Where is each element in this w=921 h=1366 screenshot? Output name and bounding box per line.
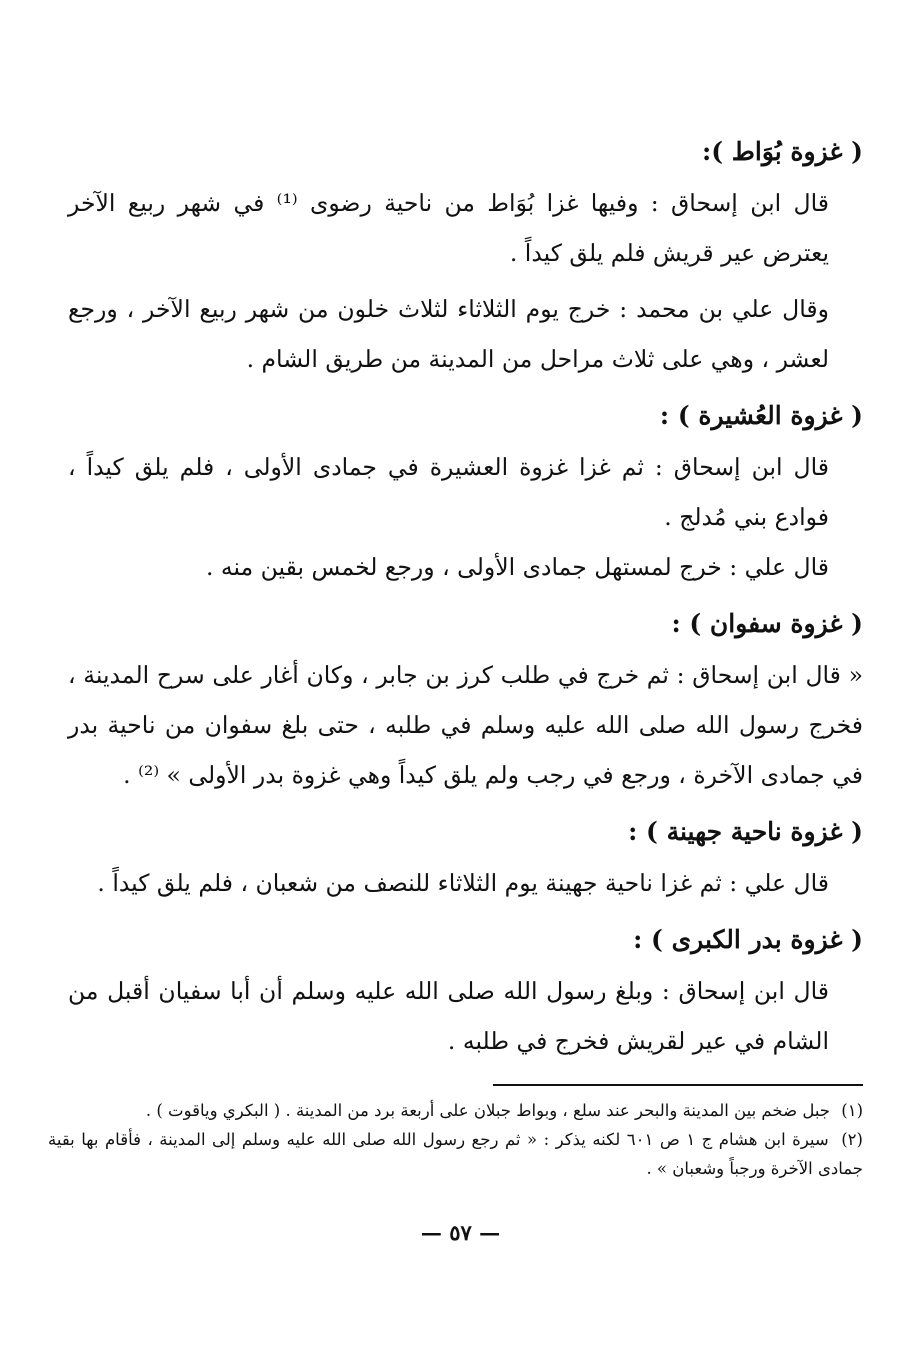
paragraph: « قال ابن إسحاق : ثم خرج في طلب كرز بن جابر ، وكان أغار على سرح المدينة ، فخرج رسول الله صلى الله عليه وسلم في طلبه ، حتى بلغ سفوان من ناحية بدر في جمادى الآخرة ، ورجع في رجب ولم يلق كيداً وهي غزوة بدر الأولى » ⁽²⁾ . <box>68 661 863 789</box>
footnote-number: (١) <box>841 1101 863 1120</box>
paragraph: قال ابن إسحاق : وبلغ رسول الله صلى الله عليه وسلم أن أبا سفيان أقبل من الشام في عير لقريش فخرج في طلبه . <box>68 977 829 1055</box>
footnote-divider <box>493 1084 863 1086</box>
section-heading-buwat: ( غزوة بُوَاط ): <box>702 137 863 166</box>
footnote-text: جبل ضخم بين المدينة والبحر عند سلع ، وبواط جبلان على أربعة برد من المدينة . ( البكري وياقوت ) . <box>145 1101 830 1120</box>
footnote-2 <box>48 1125 863 1183</box>
main-text <box>68 132 863 1066</box>
section-heading-ushayra: ( غزوة العُشيرة ) : <box>659 401 863 430</box>
section-heading-juhayna: ( غزوة ناحية جهينة ) : <box>628 817 863 846</box>
paragraph: قال ابن إسحاق : وفيها غزا بُوَاط من ناحية رضوى ⁽¹⁾ في شهر ربيع الآخر يعترض عير قريش فلم يلق كيداً . <box>68 189 829 267</box>
paragraph: قال علي : ثم غزا ناحية جهينة يوم الثلاثاء للنصف من شعبان ، فلم يلق كيداً . <box>97 869 829 897</box>
footnote-1 <box>48 1096 863 1125</box>
paragraph: وقال علي بن محمد : خرج يوم الثلاثاء لثلاث خلون من شهر ربيع الآخر ، ورجع لعشر ، وهي على ثلاث مراحل من المدينة من طريق الشام . <box>68 295 829 373</box>
footnote-text: سيرة ابن هشام ج ١ ص ٦٠١ لكنه يذكر : « ثم رجع رسول الله صلى الله عليه وسلم إلى المدينة ، فأقام بها بقية جمادى الآخرة ورجباً وشعبان » . <box>48 1130 863 1178</box>
footnote-number: (٢) <box>841 1130 863 1149</box>
page-number: — ٥٧ — <box>420 1220 501 1245</box>
section-heading-badr: ( غزوة بدر الكبرى ) : <box>633 925 863 954</box>
section-heading-safwan: ( غزوة سفوان ) : <box>671 609 863 638</box>
footnotes <box>48 1084 863 1183</box>
paragraph: قال ابن إسحاق : ثم غزا غزوة العشيرة في جمادى الأولى ، فلم يلق كيداً ، فوادع بني مُدلج . <box>68 453 829 531</box>
paragraph: قال علي : خرج لمستهل جمادى الأولى ، ورجع لخمس بقين منه . <box>205 553 829 581</box>
